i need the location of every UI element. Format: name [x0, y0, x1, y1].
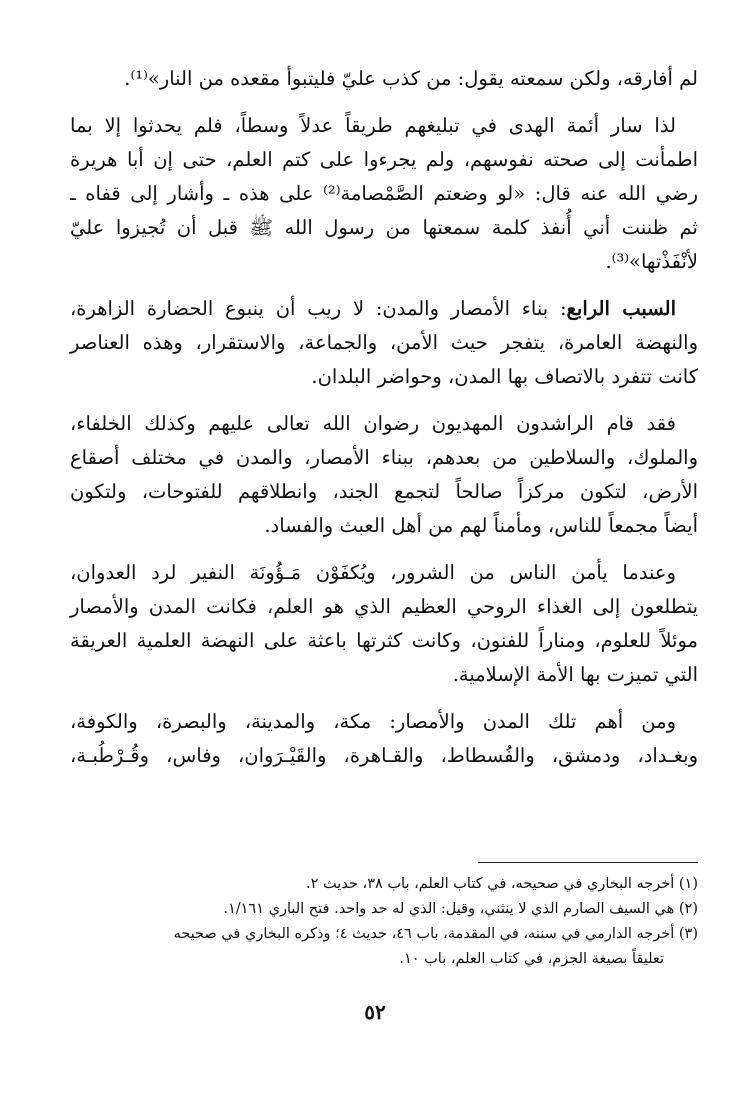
footnote-3: (٣) أخرجه الدارمي في سننه، في المقدمة، باب ٤٦، حديث ٤؛ وذكره البخاري في صحيحه [173, 926, 698, 942]
footnote-2: (٢) هي السيف الصارم الذي لا ينثني، وقيل: الذي له حد واحد. فتح الباري ١/١٦١. [223, 901, 698, 917]
section-lead: السبب الرابع [566, 297, 677, 320]
text-line: فقد قام الراشدون المهديون رضوان الله تعالى عليهم وكذلك الخلفاء، [70, 412, 676, 435]
footnote-3-continued: تعليقاً بصيغة الجزم، في كتاب العلم، باب ١٠. [399, 951, 664, 967]
text-line [70, 292, 698, 326]
text-line: لم أفارقه، ولكن سمعته يقول: من كذب عليّ فليتبوأ مقعده من النار»⁽¹⁾. [124, 67, 698, 90]
paragraph-4 [70, 407, 698, 543]
text-line: وبغـداد، ودمشق، والفُسطاط، والقـاهرة، والقَيْـرَوان، وفاس، وقُـرْطُبـة، [70, 744, 698, 767]
text-line: ومن أهم تلك المدن والأمصار: مكة، والمدينة، والبصرة، والكوفة، [70, 710, 676, 733]
paragraph-5 [70, 556, 698, 692]
text-line: يتطلعون إلى الغذاء الروحي العظيم الذي هو العلم، فكانت المدن والأمصار [70, 595, 698, 618]
page-body [70, 62, 698, 786]
text-line: التي تميزت بها الأمة الإسلامية. [452, 663, 698, 686]
text-line: والنهضة العامرة، يتفجر حيث الأمن، والجماعة، والاستقرار، وهذه العناصر [70, 331, 698, 354]
text-line: موئلاً للعلوم، ومناراً للفنون، وكانت كثرتها باعثة على النهضة العلمية العريقة [70, 629, 698, 652]
text-line: لأنْفَذْتها»⁽³⁾. [605, 250, 698, 273]
text-line: رضي الله عنه قال: «لو وضعتم الصَّمْصامة⁽²⁾ على هذه ـ وأشار إلى قفاه ـ [70, 182, 699, 205]
text-line: وعندما يأمن الناس من الشرور، ويُكفَوْن مَـؤُونَة النفير لرد العدوان، [70, 561, 676, 584]
text-line: كانت تتفرد بالاتصاف بها المدن، وحواضر البلدان. [311, 365, 698, 388]
page-number: ٥٢ [364, 1000, 386, 1024]
paragraph-3 [70, 292, 698, 394]
paragraph-6 [70, 705, 698, 773]
paragraph-2 [70, 109, 698, 279]
text-line: اطمأنت إلى صحته نفوسهم، ولم يجرءوا على كتم العلم، حتى إن أبا هريرة [70, 148, 698, 171]
text-line: ثم ظننت أني أُنفذ كلمة سمعتها من رسول الله ﷺ قبل أن تُجيزوا عليّ [70, 216, 698, 239]
footnote-divider [478, 862, 698, 863]
footnotes [70, 872, 698, 972]
text-fragment: : بناء الأمصار والمدن: لا ريب أن ينبوع الحضارة الزاهرة، [70, 297, 567, 320]
text-line: لذا سار أئمة الهدى في تبليغهم طريقاً عدلاً وسطاً، فلم يحدثوا إلا بما [70, 114, 676, 137]
text-line: الأرض، لتكون مركزاً صالحاً لتجمع الجند، وانطلاقهم للفتوحات، ولتكون [70, 480, 698, 503]
text-line: والملوك، والسلاطين من بعدهم، ببناء الأمصار، والمدن في مختلف أصقاع [70, 446, 698, 469]
footnote-1: (١) أخرجه البخاري في صحيحه، في كتاب العلم، باب ٣٨، حديث ٢. [306, 876, 698, 892]
text-line: أيضاً مجمعاً للناس، ومأمناً لهم من أهل العبث والفساد. [264, 514, 698, 537]
paragraph-1 [70, 62, 698, 96]
